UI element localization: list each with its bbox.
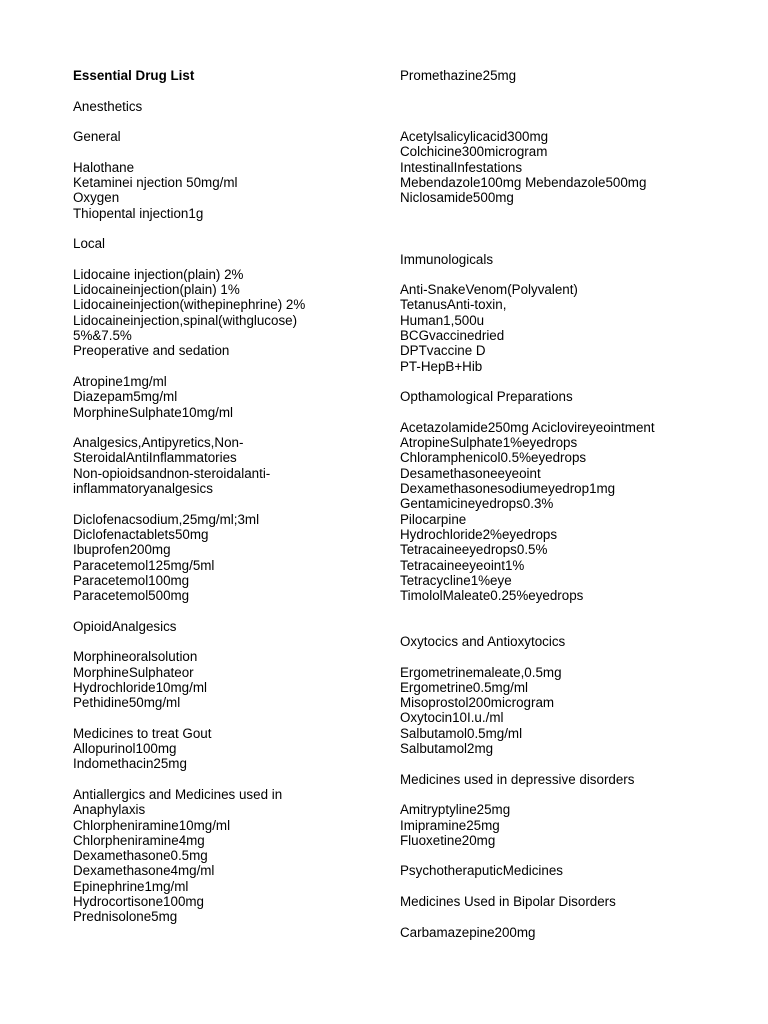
text-line: Amitryptyline25mg: [400, 802, 511, 818]
text-line: Thiopental injection1g: [73, 205, 204, 221]
text-line: Niclosamide500mg: [400, 190, 514, 206]
blank-line: [73, 496, 388, 511]
blank-line: [400, 236, 760, 251]
text-line: Chlorpheniramine4mg: [73, 832, 205, 848]
blank-line: [73, 221, 388, 236]
text-line: Hydrochloride2%eyedrops: [400, 526, 558, 542]
text-line: Lidocaine injection(plain) 2%: [73, 266, 244, 282]
text-line: OpioidAnalgesics: [73, 618, 177, 634]
blank-line: [400, 603, 760, 618]
blank-line: [73, 710, 388, 725]
blank-line: [400, 848, 760, 863]
text-line: Analgesics,Antipyretics,Non-: [73, 435, 244, 451]
text-line: SteroidalAntiInflammatories: [73, 450, 237, 466]
text-line: Oxytocics and Antioxytocics: [400, 633, 566, 649]
text-line: Hydrochloride10mg/ml: [73, 679, 207, 695]
text-line: Lidocaineinjection,spinal(withglucose): [73, 312, 298, 328]
text-line: PT-HepB+Hib: [400, 358, 483, 374]
text-line: Acetylsalicylicacid300mg: [400, 129, 549, 145]
blank-line: [400, 909, 760, 924]
text-line: Salbutamol2mg: [400, 741, 494, 757]
text-line: Ergometrinemaleate,0.5mg: [400, 664, 562, 680]
text-line: Medicines used in depressive disorders: [400, 771, 635, 787]
text-line: Diazepam5mg/ml: [73, 389, 178, 405]
text-line: 5%&7.5%: [73, 328, 132, 344]
blank-line: [400, 114, 760, 129]
text-line: Tetracaineeyeoint1%: [400, 557, 525, 573]
text-line: Desamethasoneeyeoint: [400, 465, 541, 481]
text-line: Pilocarpine: [400, 511, 467, 527]
text-line: Oxygen: [73, 190, 120, 206]
text-line: DPTvaccine D: [400, 343, 486, 359]
text-line: Anesthetics: [73, 98, 143, 114]
text-line: Antiallergics and Medicines used in: [73, 786, 283, 802]
text-line: Pethidine50mg/ml: [73, 695, 181, 711]
text-line: Immunologicals: [400, 251, 494, 267]
text-line: BCGvaccinedried: [400, 328, 505, 344]
text-line: Mebendazole100mg Mebendazole500mg: [400, 175, 647, 191]
document-title: Essential Drug List: [73, 68, 195, 83]
text-line: Preoperative and sedation: [73, 343, 230, 359]
blank-line: [400, 83, 760, 98]
right-column: [400, 68, 760, 940]
text-line: Ketaminei njection 50mg/ml: [73, 175, 238, 191]
text-line: General: [73, 129, 121, 145]
text-line: Medicines Used in Bipolar Disorders: [400, 894, 616, 910]
text-line: Carbamazepine200mg: [400, 924, 536, 940]
text-line: TimololMaleate0.25%eyedrops: [400, 588, 584, 604]
text-line: Paracetemol125mg/5ml: [73, 557, 215, 573]
text-line: Ergometrine0.5mg/ml: [400, 679, 529, 695]
blank-line: [73, 772, 388, 787]
text-line: Morphineoralsolution: [73, 649, 198, 665]
text-line: Anaphylaxis: [73, 802, 146, 818]
blank-line: [73, 634, 388, 649]
text-line: Gentamicineyedrops0.3%: [400, 496, 554, 512]
text-line: Lidocaineinjection(withepinephrine) 2%: [73, 297, 306, 313]
text-line: Prednisolone5mg: [73, 909, 178, 925]
text-line: Local: [73, 236, 106, 252]
text-line: Hydrocortisone100mg: [73, 894, 204, 910]
blank-line: [400, 99, 760, 114]
text-line: Dexamethasone4mg/ml: [73, 863, 215, 879]
text-line: Diclofenacsodium,25mg/ml;3ml: [73, 511, 260, 527]
text-line: Halothane: [73, 159, 135, 175]
text-line: Paracetemol500mg: [73, 588, 190, 604]
text-line: Acetazolamide250mg Aciclovireyeointment: [400, 419, 655, 435]
blank-line: [400, 787, 760, 802]
text-line: Oxytocin10I.u./ml: [400, 710, 504, 726]
blank-line: [400, 206, 760, 221]
text-line: Non-opioidsandnon-steroidalanti-: [73, 465, 271, 481]
blank-line: [400, 649, 760, 664]
text-line: Epinephrine1mg/ml: [73, 878, 189, 894]
left-column: [73, 68, 388, 925]
text-line: Tetracycline1%eye: [400, 572, 512, 588]
text-line: Dexamethasone0.5mg: [73, 848, 208, 864]
text-line: Ibuprofen200mg: [73, 542, 171, 558]
text-line: Allopurinol100mg: [73, 741, 177, 757]
text-line: inflammatoryanalgesics: [73, 481, 213, 497]
blank-line: [73, 144, 388, 159]
text-line: Atropine1mg/ml: [73, 373, 167, 389]
text-line: IntestinalInfestations: [400, 159, 523, 175]
blank-line: [400, 221, 760, 236]
text-line: Diclofenactablets50mg: [73, 526, 209, 542]
text-line: TetanusAnti-toxin,: [400, 297, 507, 313]
text-line: Dexamethasonesodiumeyedrop1mg: [400, 481, 616, 497]
text-line: Paracetemol100mg: [73, 572, 190, 588]
text-line: Human1,500u: [400, 312, 485, 328]
text-line: Chloramphenicol0.5%eyedrops: [400, 450, 587, 466]
blank-line: [73, 252, 388, 267]
blank-line: [400, 267, 760, 282]
blank-line: [73, 603, 388, 618]
text-line: Anti-SnakeVenom(Polyvalent): [400, 282, 578, 298]
text-line: Promethazine25mg: [400, 68, 517, 83]
text-line: Imipramine25mg: [400, 817, 500, 833]
text-line: Misoprostol200microgram: [400, 695, 555, 711]
text-line: Lidocaineinjection(plain) 1%: [73, 282, 240, 298]
blank-line: [73, 83, 388, 98]
text-line: Salbutamol0.5mg/ml: [400, 725, 523, 741]
blank-line: [73, 114, 388, 129]
text-line: Chlorpheniramine10mg/ml: [73, 817, 231, 833]
text-line: Medicines to treat Gout: [73, 725, 212, 741]
blank-line: [400, 879, 760, 894]
blank-line: [400, 405, 760, 420]
text-line: Colchicine300microgram: [400, 144, 548, 160]
text-line: MorphineSulphate10mg/ml: [73, 404, 234, 420]
text-line: Indomethacin25mg: [73, 756, 187, 772]
blank-line: [73, 420, 388, 435]
text-line: AtropineSulphate1%eyedrops: [400, 435, 578, 451]
blank-line: [73, 359, 388, 374]
text-line: Fluoxetine20mg: [400, 832, 496, 848]
text-line: Opthamological Preparations: [400, 389, 573, 405]
blank-line: [400, 374, 760, 389]
text-line: MorphineSulphateor: [73, 664, 194, 680]
text-line: PsychotheraputicMedicines: [400, 863, 564, 879]
text-line: Tetracaineeyedrops0.5%: [400, 542, 548, 558]
blank-line: [400, 756, 760, 771]
blank-line: [400, 619, 760, 634]
